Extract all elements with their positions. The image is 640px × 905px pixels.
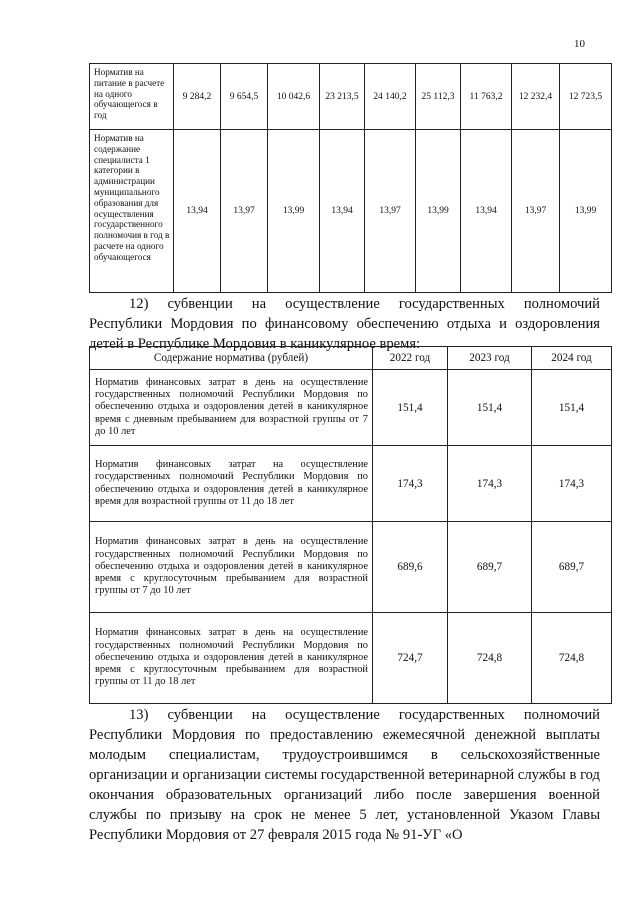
table-cell: 12 723,5 [560, 64, 612, 130]
table-cell: 13,94 [320, 130, 365, 293]
norm-description: Норматив финансовых затрат на осуществление государственных полномочий Республики Мордовия по обеспечению отдыха и оздоровления детей в каникулярное время для возрастной группы от 11 до 18 лет [90, 446, 373, 522]
table-cell: 24 140,2 [365, 64, 416, 130]
table-row [90, 613, 612, 704]
table-header-row [90, 347, 612, 370]
table-cell: 174,3 [373, 446, 448, 522]
table-cell: 25 112,3 [416, 64, 461, 130]
table-row [90, 370, 612, 446]
table-cell: 13,99 [560, 130, 612, 293]
column-header: 2023 год [448, 347, 532, 370]
table-cell: 174,3 [532, 446, 612, 522]
norms-table-continued [89, 63, 612, 293]
table-cell: 151,4 [532, 370, 612, 446]
section-13-paragraph [89, 705, 600, 845]
column-header: Содержание норматива (рублей) [90, 347, 373, 370]
section-12-text: 12) субвенции на осуществление государственных полномочий Республики Мордовия по финансовому обеспечению отдыха и оздоровления детей в Республике Мордовия в каникулярное время: [89, 296, 600, 352]
table-cell: 689,7 [532, 522, 612, 613]
column-header: 2022 год [373, 347, 448, 370]
table-cell: 9 654,5 [221, 64, 268, 130]
norm-description: Норматив финансовых затрат в день на осуществление государственных полномочий Республики Мордовия по обеспечению отдыха и оздоровления детей в каникулярное время с дневным пребыванием для возрастной группы от 7 до 10 лет [90, 370, 373, 446]
table-cell: 13,97 [365, 130, 416, 293]
table-cell: 13,97 [512, 130, 560, 293]
table-cell: 13,94 [461, 130, 512, 293]
table-cell: 689,6 [373, 522, 448, 613]
norm-description: Норматив финансовых затрат в день на осуществление государственных полномочий Республики Мордовия по обеспечению отдыха и оздоровления детей в каникулярное время с круглосуточным пребыванием для возрастной группы от 11 до 18 лет [90, 613, 373, 704]
table-cell: 23 213,5 [320, 64, 365, 130]
table-cell: 13,99 [268, 130, 320, 293]
table-cell: 10 042,6 [268, 64, 320, 130]
row-label: Норматив на содержание специалиста 1 категории в администрации муниципального образования для осуществления государственного полномочия в год в расчете на одного обучающегося [90, 130, 174, 293]
table-cell: 724,8 [448, 613, 532, 704]
table-cell: 724,7 [373, 613, 448, 704]
table-row [90, 446, 612, 522]
table-cell: 11 763,2 [461, 64, 512, 130]
table-cell: 9 284,2 [174, 64, 221, 130]
page-number: 10 [574, 38, 585, 50]
table-cell: 151,4 [448, 370, 532, 446]
column-header: 2024 год [532, 347, 612, 370]
table-row [90, 522, 612, 613]
vacation-norms-table [89, 346, 612, 704]
table-cell: 13,94 [174, 130, 221, 293]
section-12-paragraph [89, 294, 600, 354]
row-label: Норматив на питание в расчете на одного обучающегося в год [90, 64, 174, 130]
table-cell: 13,99 [416, 130, 461, 293]
table-cell: 13,97 [221, 130, 268, 293]
table-row [90, 64, 612, 130]
table-cell: 12 232,4 [512, 64, 560, 130]
table-cell: 724,8 [532, 613, 612, 704]
table-cell: 689,7 [448, 522, 532, 613]
table-cell: 151,4 [373, 370, 448, 446]
table-cell: 174,3 [448, 446, 532, 522]
norm-description: Норматив финансовых затрат в день на осуществление государственных полномочий Республики Мордовия по обеспечению отдыха и оздоровления детей в каникулярное время с круглосуточным пребыванием для возрастной группы от 7 до 10 лет [90, 522, 373, 613]
table-row [90, 130, 612, 293]
section-13-text: 13) субвенции на осуществление государственных полномочий Республики Мордовия по предоставлению ежемесячной денежной выплаты молодым специалистам, трудоустроившимся в сельскохозяйственные организации и организации системы государственной ветеринарной службы в год окончания образовательных организаций либо после завершения военной службы по призыву на срок не менее 5 лет, установленной Указом Главы Республики Мордовия от 27 февраля 2015 года № 91-УГ «О [89, 707, 600, 843]
